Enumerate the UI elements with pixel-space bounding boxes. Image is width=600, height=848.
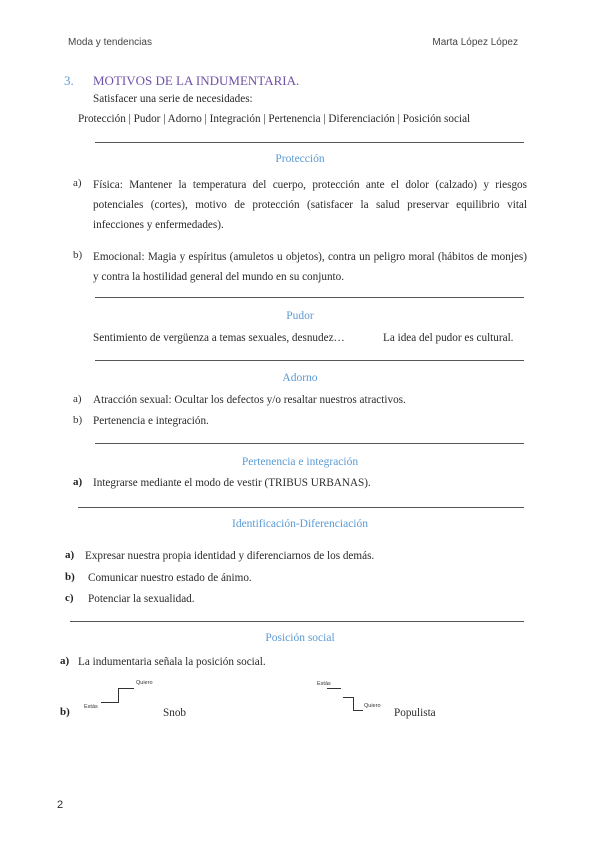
list-label: b) <box>73 249 83 261</box>
header-right: Marta López López <box>432 37 518 48</box>
list-label: b) <box>65 571 75 583</box>
diagram-line <box>353 697 354 711</box>
diagram-line <box>101 702 119 703</box>
section-title: MOTIVOS DE LA INDUMENTARIA. <box>93 73 300 88</box>
diagram-high-label: Estás <box>317 681 331 687</box>
pudor-cultural-text: La idea del pudor es cultural. <box>383 332 514 344</box>
belonging-text: Integrarse mediante el modo de vestir (TRIBUS URBANAS). <box>93 477 371 489</box>
identification-heading: Identificación-Diferenciación <box>231 518 368 530</box>
list-label: a) <box>60 655 70 667</box>
populist-label: Populista <box>394 707 436 719</box>
list-label: a) <box>65 549 75 561</box>
diagram-low-label: Estás <box>84 704 98 710</box>
belonging-heading: Pertenencia e integración <box>241 456 359 468</box>
adorno-attraction-text: Atracción sexual: Ocultar los defectos y/o resaltar nuestros atractivos. <box>93 394 406 406</box>
divider <box>95 142 524 143</box>
diagram-line <box>327 688 341 689</box>
divider <box>95 443 524 444</box>
list-label: a) <box>73 177 82 189</box>
social-position-text: La indumentaria señala la posición social. <box>78 656 266 668</box>
adorno-heading: Adorno <box>282 372 318 384</box>
snob-label: Snob <box>163 707 187 719</box>
diagram-line <box>353 710 363 711</box>
diagram-high-label: Quiero <box>136 680 153 686</box>
list-label: b) <box>73 414 83 426</box>
list-label: b) <box>60 706 70 718</box>
mood-text: Comunicar nuestro estado de ánimo. <box>88 572 252 584</box>
identity-text: Expresar nuestra propia identidad y diferenciarnos de los demás. <box>85 550 375 562</box>
protection-emotional-text: Emocional: Magia y espíritus (amuletos u objetos), contra un peligro moral (hábitos de monjes) y contra la hostilidad general del mundo en su conjunto. <box>93 251 527 283</box>
adorno-belonging-text: Pertenencia e integración. <box>93 415 209 427</box>
divider <box>95 297 524 298</box>
intro-text: Satisfacer una serie de necesidades: <box>93 93 253 105</box>
social-position-heading: Posición social <box>265 632 335 644</box>
diagram-line <box>118 688 134 689</box>
diagram-line <box>343 697 353 698</box>
divider <box>95 360 524 361</box>
section-number: 3. <box>64 73 74 88</box>
divider <box>78 507 524 508</box>
sexuality-text: Potenciar la sexualidad. <box>88 593 195 605</box>
diagram-low-label: Quiero <box>364 703 381 709</box>
pudor-text: Sentimiento de vergüenza a temas sexuales, desnudez… <box>93 332 345 344</box>
header-left: Moda y tendencias <box>68 37 152 48</box>
list-label: a) <box>73 393 82 405</box>
diagram-line <box>118 688 119 703</box>
protection-heading: Protección <box>275 153 325 165</box>
list-label: a) <box>73 476 83 488</box>
list-label: c) <box>65 592 74 604</box>
divider <box>70 621 524 622</box>
protection-physical-text: Física: Mantener la temperatura del cuerpo, protección ante el dolor (calzado) y riesgos potenciales (cortes), motivo de protección (satisfacer la salud preservar equilibrio vital infecciones y enfermedades). <box>93 179 527 231</box>
pudor-heading: Pudor <box>286 310 314 322</box>
page-number: 2 <box>57 799 64 811</box>
categories-line: Protección | Pudor | Adorno | Integración | Pertenencia | Diferenciación | Posición social <box>78 113 471 125</box>
